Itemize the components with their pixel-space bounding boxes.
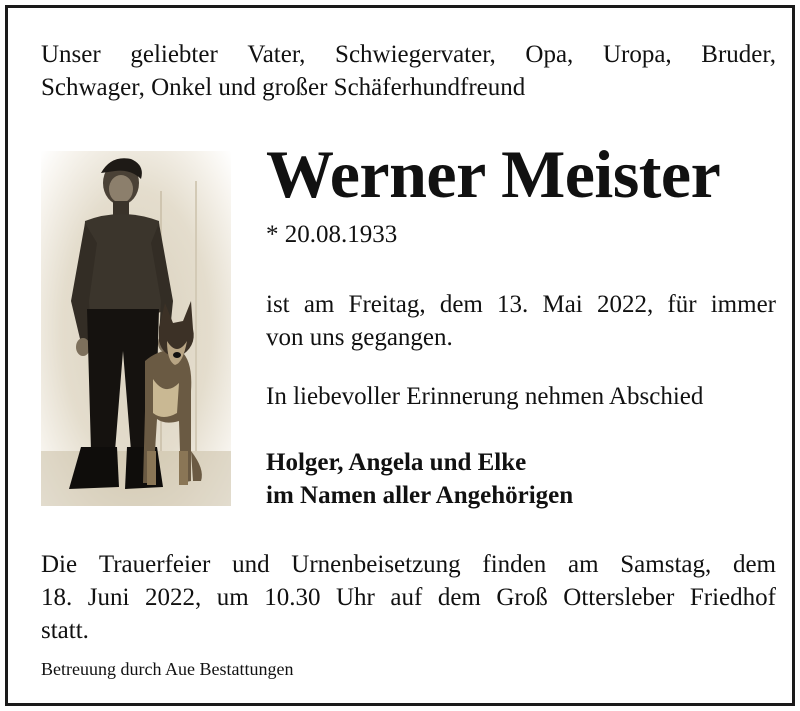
funeral-word: Samstag,: [620, 551, 712, 578]
funeral-word: um: [216, 584, 249, 611]
signers: [266, 446, 573, 512]
intro-line-1: [41, 38, 776, 71]
signers-line-2: im Namen aller Angehörigen: [266, 482, 574, 509]
signers-line-1: Holger, Angela und Elke: [266, 449, 527, 476]
obituary-frame: [5, 5, 795, 706]
funeral-word: Groß: [496, 584, 548, 611]
funeral-notice: [41, 548, 776, 647]
intro-word: Schwiegervater,: [335, 41, 496, 68]
funeral-word: 18.: [41, 584, 73, 611]
intro-word: geliebter: [130, 41, 218, 68]
funeral-home-credit: Betreuung durch Aue Bestattungen: [41, 659, 294, 679]
death-word: 13.: [497, 291, 529, 318]
death-notice: [266, 288, 776, 354]
intro-word: Vater,: [247, 41, 306, 68]
funeral-word: dem: [732, 551, 776, 578]
funeral-line-3: statt.: [41, 617, 89, 644]
funeral-word: Urnenbeisetzung: [291, 551, 461, 578]
funeral-word: Friedhof: [689, 584, 776, 611]
death-word: immer: [710, 291, 776, 318]
death-word: Freitag,: [348, 291, 426, 318]
funeral-word: dem: [437, 584, 481, 611]
intro-text: [41, 38, 776, 104]
death-word: für: [667, 291, 697, 318]
funeral-word: Die: [41, 551, 78, 578]
funeral-line-2: [41, 581, 776, 614]
death-notice-line-1: [266, 288, 776, 321]
funeral-word: Ottersleber: [563, 584, 675, 611]
intro-line-2: Schwager, Onkel und großer Schäferhundfreund: [41, 74, 526, 101]
death-word: 2022,: [596, 291, 654, 318]
funeral-word: 10.30: [264, 584, 321, 611]
funeral-word: auf: [390, 584, 423, 611]
deceased-name: Werner Meister: [266, 136, 721, 212]
death-word: Mai: [542, 291, 583, 318]
funeral-word: und: [232, 551, 270, 578]
man-with-dog-photo-icon: [41, 151, 231, 506]
funeral-word: Trauerfeier: [98, 551, 211, 578]
funeral-word: finden: [482, 551, 547, 578]
intro-word: Unser: [41, 41, 101, 68]
intro-word: Bruder,: [701, 41, 776, 68]
death-word: am: [303, 291, 335, 318]
funeral-line-1: [41, 548, 776, 581]
funeral-word: am: [568, 551, 599, 578]
birth-date: * 20.08.1933: [266, 221, 398, 248]
death-word: ist: [266, 291, 290, 318]
death-word: dem: [439, 291, 483, 318]
funeral-word: Uhr: [335, 584, 375, 611]
funeral-word: Juni: [87, 584, 130, 611]
intro-word: Opa,: [525, 41, 574, 68]
portrait-photo: [41, 151, 231, 506]
funeral-word: 2022,: [144, 584, 202, 611]
death-notice-line-2: von uns gegangen.: [266, 324, 453, 351]
farewell-text: In liebevoller Erinnerung nehmen Abschied: [266, 383, 704, 410]
intro-word: Uropa,: [602, 41, 672, 68]
